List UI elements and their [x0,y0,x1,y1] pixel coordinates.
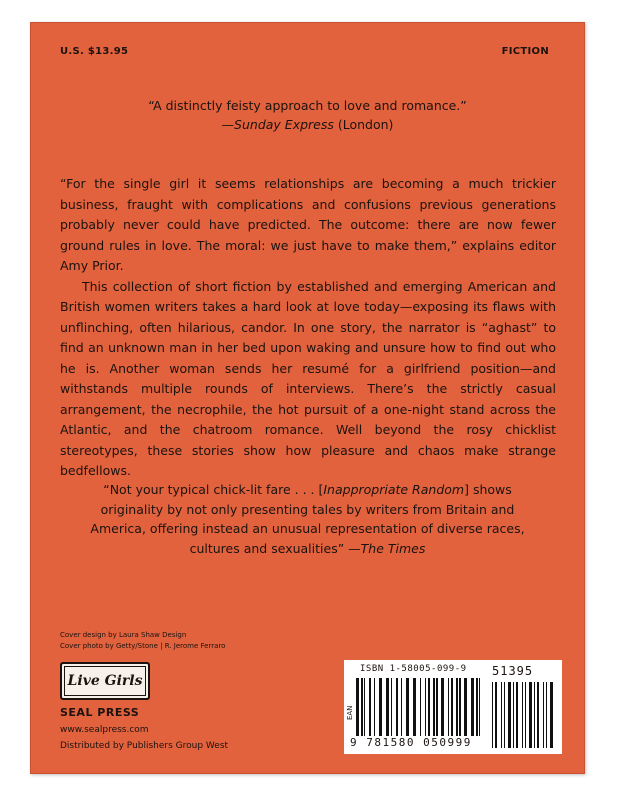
review-quote-top-text: “A distinctly feisty approach to love and romance.” [148,98,467,113]
attribution-dash: — [221,117,235,132]
attribution-location: (London) [333,117,394,132]
description-paragraph-1: “For the single girl it seems relationships are becoming a much trickier business, fraught with complications and confusions previous generations probably never could have predicted. The outcome: there are now fewer ground rules in love. The moral: we just have to make them,” explains editor Amy Prior. [60,176,556,273]
cover-credits [60,630,225,652]
quote-line-3: America, offering instead an unusual representation of diverse races, [90,521,525,536]
attribution-dash: — [344,540,361,556]
book-description [60,174,556,482]
quote-line-1-pre: “Not your typical chick-lit fare . . . [ [103,482,324,497]
ean-label: EAN [346,705,354,720]
book-back-cover [30,22,585,774]
ean-digits: 9 781580 050999 [350,736,472,749]
quote-line-4 [70,539,545,559]
quote-line-1 [70,480,545,500]
barcode-label [344,660,562,754]
cover-design-credit: Cover design by Laura Shaw Design [60,631,187,639]
quoted-book-title: Inappropriate Random [323,482,465,497]
review-quote-bottom [70,480,545,558]
attribution-source: Sunday Express [234,117,334,132]
price-label: U.S. $13.95 [60,46,129,57]
isbn-number: ISBN 1-58005-099-9 [360,664,467,674]
attribution-source: The Times [360,540,426,556]
review-quote-top [70,96,545,134]
price-addon-number: 51395 [492,664,534,678]
live-girls-logo: Live Girls [60,662,150,700]
quote-line-1-post: ] shows [464,482,512,497]
ean-barcode-bars [356,678,482,736]
distributor-line: Distributed by Publishers Group West [60,741,229,751]
publisher-website: www.sealpress.com [60,725,149,735]
cover-photo-credit: Cover photo by Getty/Stone | R. Jerome Ferraro [60,642,226,650]
quote-line-4-text: cultures and sexualities” [189,540,345,556]
description-paragraph-2: This collection of short fiction by established and emerging American and British women writers takes a hard look at love today—exposing its flaws with unflinching, often hilarious, candor. In one story, the narrator is “aghast” to find an unknown man in her bed upon waking and unsure how to find out who he is. Another woman sends her resumé for a girlfriend position—and withstands multiple rounds of interviews. There’s the strictly casual arrangement, the necrophile, the hot pursuit of a one-night stand across the Atlantic, and the chatroom romance. Well beyond the rosy chicklist stereotypes, these stories show how pleasure and chaos make strange bedfellows. [60,278,556,478]
genre-label: FICTION [501,46,549,57]
quote-line-2: originality by not only presenting tales by writers from Britain and [100,501,515,517]
review-quote-top-attribution [70,115,545,134]
addon-barcode-bars [492,682,554,748]
publisher-name: SEAL PRESS [60,706,140,719]
